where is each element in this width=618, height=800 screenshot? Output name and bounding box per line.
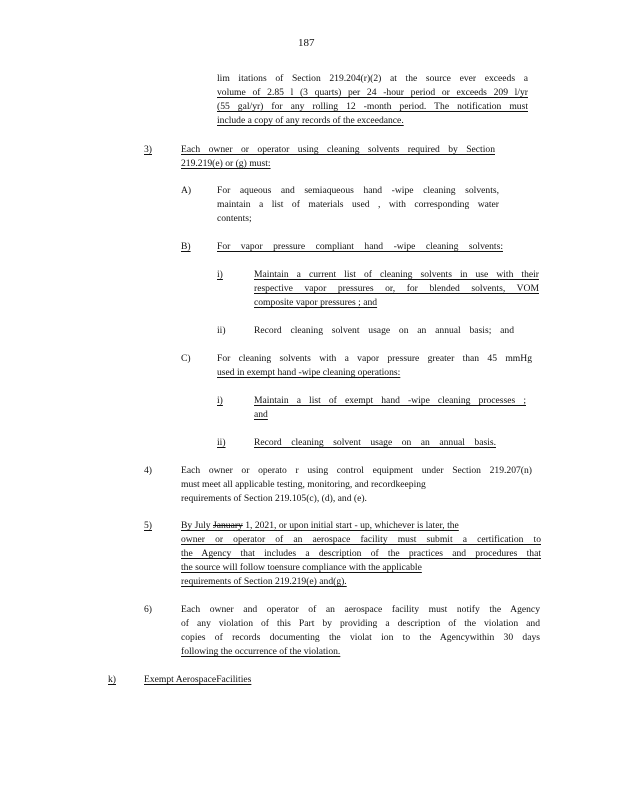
item-label: i) bbox=[217, 395, 223, 406]
text-line: (55 gal/yr) for any rolling 12 -month period. The notification must bbox=[217, 101, 528, 112]
item-label: C) bbox=[181, 353, 191, 364]
text-line: Record cleaning solvent usage on an annual basis; and bbox=[254, 325, 514, 336]
item-label: ii) bbox=[217, 325, 226, 336]
section-heading: Exempt AerospaceFacilities bbox=[144, 674, 252, 685]
item-3-text bbox=[181, 143, 495, 171]
text-line: lim itations of Section 219.204(r)(2) at the source ever exceeds a bbox=[217, 73, 528, 84]
text-line: For aqueous and semiaqueous hand -wipe cleaning solvents, bbox=[217, 185, 499, 196]
item-3a-text bbox=[217, 184, 499, 226]
item-3c-i-text bbox=[254, 394, 526, 422]
item-label: B) bbox=[181, 241, 191, 252]
item-3b-text bbox=[217, 240, 503, 254]
item-label: 6) bbox=[144, 604, 152, 615]
text-line: Record cleaning solvent usage on an annual basis. bbox=[254, 437, 496, 448]
text-line: Maintain a current list of cleaning solvents in use with their bbox=[254, 269, 539, 280]
text-line: include a copy of any records of the exceedance. bbox=[217, 115, 404, 126]
text-fragment: By July bbox=[181, 520, 213, 531]
page-number: 187 bbox=[298, 37, 315, 49]
text-line: following the occurrence of the violation. bbox=[181, 646, 341, 657]
text-line: Each owner or operator using cleaning solvents required by Section bbox=[181, 144, 495, 155]
text-line: the Agency that includes a description of the practices and procedures that bbox=[181, 548, 541, 559]
item-3c-text bbox=[217, 352, 532, 380]
text-line: of any violation of this Part by providing a description of the violation and bbox=[181, 618, 540, 629]
text-line: Maintain a list of exempt hand -wipe cleaning processes ; bbox=[254, 395, 526, 406]
text-line: copies of records documenting the violat ion to the Agencywithin 30 days bbox=[181, 632, 540, 643]
text-line: Each owner and operator of an aerospace facility must notify the Agency bbox=[181, 604, 540, 615]
item-label: i) bbox=[217, 269, 223, 280]
item-4-text bbox=[181, 464, 532, 506]
text-line: For cleaning solvents with a vapor pressure greater than 45 mmHg bbox=[217, 353, 532, 364]
text-line: Each owner or operato r using control equipment under Section 219.207(n) bbox=[181, 465, 532, 476]
text-line: maintain a list of materials used , with corresponding water bbox=[217, 199, 499, 210]
text-line: requirements of Section 219.219(e) and(g). bbox=[181, 576, 347, 587]
text-line: owner or operator of an aerospace facility must submit a certification to bbox=[181, 534, 541, 545]
item-label: k) bbox=[108, 674, 116, 685]
continued-paragraph bbox=[217, 72, 528, 128]
text-line: respective vapor pressures or, for blended solvents, VOM bbox=[254, 283, 539, 294]
text-line: requirements of Section 219.105(c), (d), and (e). bbox=[181, 493, 367, 504]
item-6-text bbox=[181, 603, 540, 659]
text-line: composite vapor pressures ; and bbox=[254, 297, 378, 308]
text-line: contents; bbox=[217, 213, 252, 224]
text-line bbox=[181, 519, 523, 533]
text-line: used in exempt hand -wipe cleaning operations: bbox=[217, 367, 401, 378]
text-line: For vapor pressure compliant hand -wipe cleaning solvents: bbox=[217, 241, 503, 252]
item-3b-i-text bbox=[254, 268, 539, 310]
item-3c-ii-text bbox=[254, 436, 496, 450]
item-5-text bbox=[181, 519, 541, 589]
item-label: 3) bbox=[144, 144, 152, 155]
item-label: A) bbox=[181, 185, 192, 196]
text-line: volume of 2.85 l (3 quarts) per 24 -hour period or exceeds 209 l/yr bbox=[217, 87, 528, 98]
item-label: ii) bbox=[217, 437, 226, 448]
struck-text: January bbox=[213, 520, 243, 531]
item-label: 4) bbox=[144, 465, 152, 476]
item-label: 5) bbox=[144, 520, 152, 531]
item-3b-ii-text bbox=[254, 324, 514, 338]
text-line: 219.219(e) or (g) must: bbox=[181, 158, 271, 169]
text-line: and bbox=[254, 409, 268, 420]
text-fragment: 1, 2021, or upon initial start - up, whichever is later, the bbox=[242, 520, 459, 531]
text-line: the source will follow toensure compliance with the applicable bbox=[181, 562, 422, 573]
text-line: must meet all applicable testing, monitoring, and recordkeeping bbox=[181, 479, 426, 490]
